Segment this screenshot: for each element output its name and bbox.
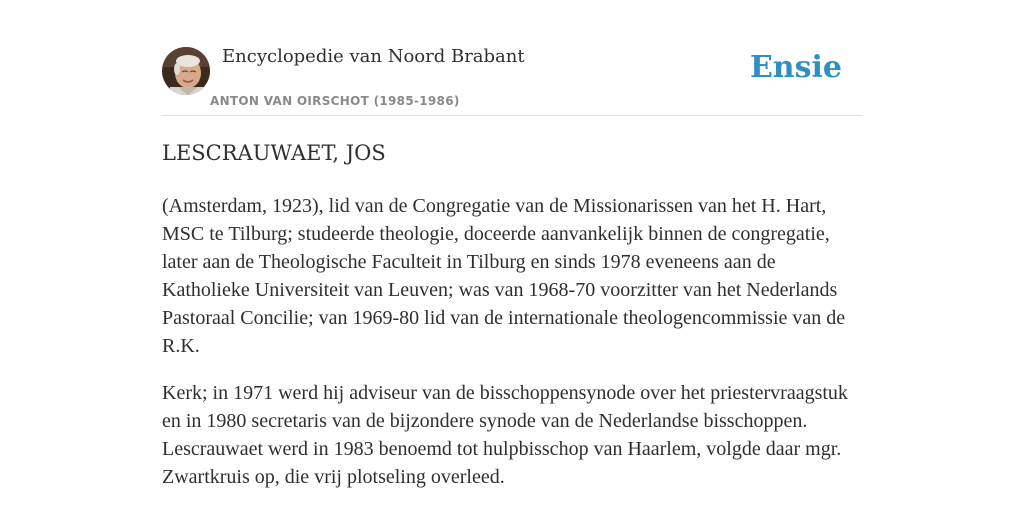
author-portrait-icon xyxy=(162,47,210,95)
source-title[interactable]: Encyclopedie van Noord Brabant xyxy=(222,46,525,67)
entry-header xyxy=(162,0,862,116)
entry-title: LESCRAUWAET, JOS xyxy=(162,141,386,165)
entry-page xyxy=(162,0,862,488)
brand-logo[interactable]: Ensie xyxy=(749,50,842,85)
entry-paragraph: (Amsterdam, 1923), lid van de Congregatie van de Missionarissen van het H. Hart, MSC te Tilburg; studeerde theologie, doceerde aanvankelijk binnen de congregatie, later aan de Theologische Faculteit in Tilburg en sinds 1978 eveneens aan de Katholieke Universiteit van Leuven; was van 1968-70 voorzitter van het Nederlands Pastoraal Concilie; van 1969-80 lid van de internationale theologencommissie van de R.K. xyxy=(162,195,846,357)
entry-paragraph: Kerk; in 1971 werd hij adviseur van de bisschoppensynode over het priestervraagstuk en in 1980 secretaris van de bijzondere synode van de Nederlandse bisschoppen. Lescrauwaet werd in 1983 benoemd tot hulpbisschop van Haarlem, volgde daar mgr. Zwartkruis op, die vrij plotseling overleed. xyxy=(162,382,848,488)
author-name[interactable]: ANTON VAN OIRSCHOT (1985-1986) xyxy=(210,94,460,108)
author-avatar[interactable] xyxy=(162,47,210,95)
